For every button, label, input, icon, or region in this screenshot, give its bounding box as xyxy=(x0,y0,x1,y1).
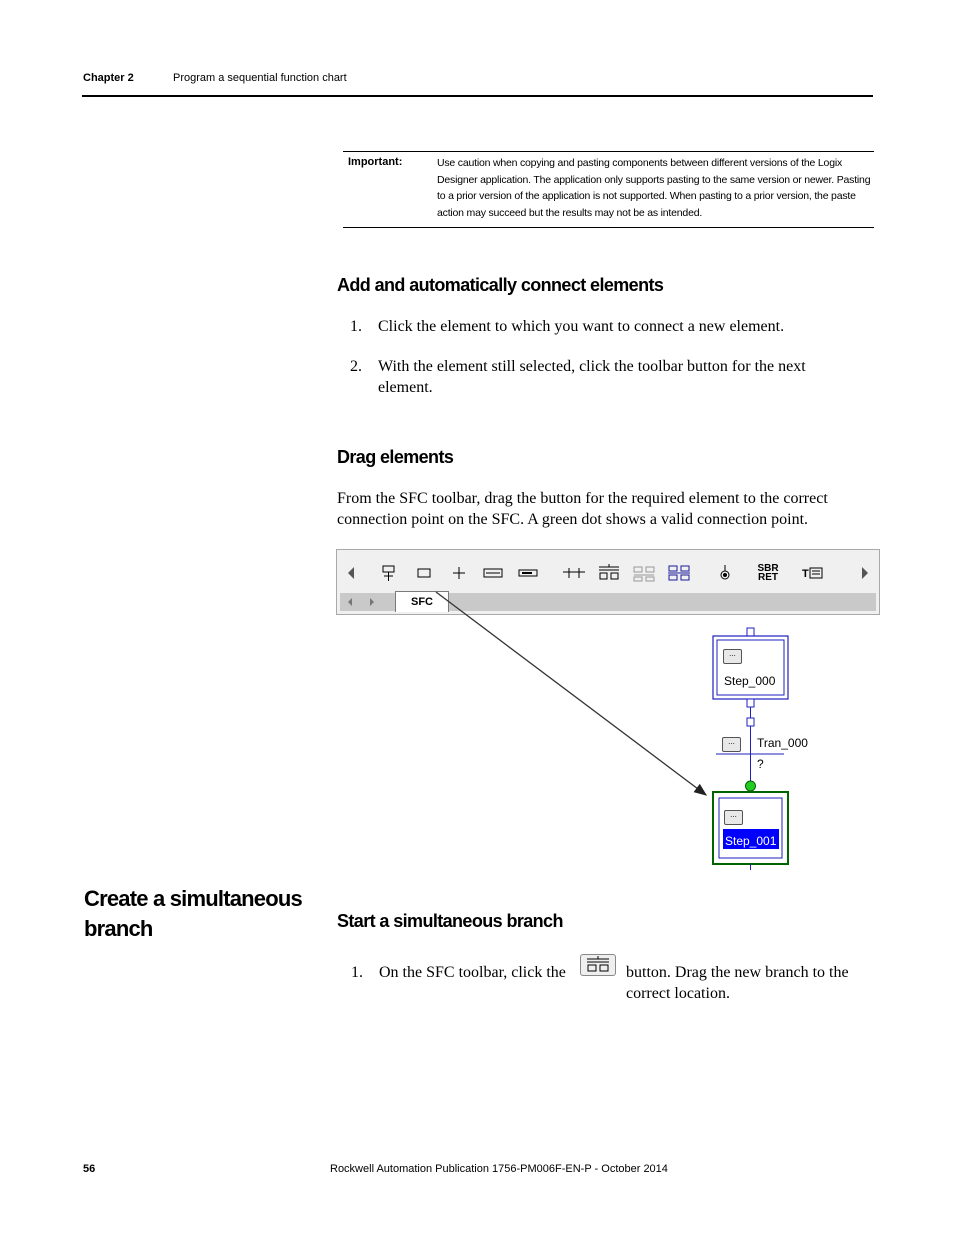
important-text: Use caution when copying and pasting components between different versions of the Logix Designer application. The application only supports pasting to the same version or newer. Pasting to a prior version of the application is not supported. When pasting to a prior version, the paste action may succeed but the results may not be as intended. xyxy=(437,157,871,219)
step-number: 2. xyxy=(350,358,362,375)
tran-000-ellipsis-button[interactable]: ... xyxy=(722,737,741,752)
important-label: Important: xyxy=(348,156,403,168)
step-text-pre: On the SFC toolbar, click the xyxy=(379,964,566,981)
stop-icon[interactable] xyxy=(717,563,733,583)
heading-drag-elements: Drag elements xyxy=(337,447,454,467)
simultaneous-branch-icon[interactable] xyxy=(597,563,621,583)
scroll-right-icon[interactable] xyxy=(859,563,871,583)
tran-000-condition: ? xyxy=(757,757,764,771)
step-text-post: button. Drag the new branch to the correct location. xyxy=(626,964,849,1002)
step-001-name: Step_001 xyxy=(725,834,777,848)
side-heading-simultaneous: Create a simultaneous branch xyxy=(84,886,302,941)
chapter-label: Chapter 2 xyxy=(83,72,134,84)
chapter-title: Program a sequential function chart xyxy=(173,72,347,84)
step-number: 1. xyxy=(351,964,363,981)
publication-info: Rockwell Automation Publication 1756-PM006F-EN-P - October 2014 xyxy=(330,1163,668,1175)
sbr-ret-icon[interactable] xyxy=(755,563,781,583)
step-001-ellipsis-button[interactable]: ... xyxy=(724,810,743,825)
return-icon[interactable] xyxy=(518,563,538,583)
drag-arrow xyxy=(436,592,706,795)
important-bottom-rule xyxy=(343,227,874,228)
tran-000-name: Tran_000 xyxy=(757,736,808,750)
page-number: 56 xyxy=(83,1163,96,1175)
connector-top xyxy=(747,628,754,636)
step-icon[interactable] xyxy=(416,563,432,583)
heading-start-simultaneous: Start a simultaneous branch xyxy=(337,911,563,931)
add-path-icon[interactable] xyxy=(667,563,691,583)
svg-text:T: T xyxy=(802,568,809,580)
selection-branch-icon[interactable] xyxy=(562,563,586,583)
step-001-outer[interactable] xyxy=(713,792,788,864)
sfc-diagram xyxy=(336,590,880,880)
step-text-post-a xyxy=(626,962,856,1004)
header-rule xyxy=(82,95,873,97)
step-text: Click the element to which you want to connect a new element. xyxy=(378,318,785,335)
branch-disabled-icon xyxy=(632,563,656,583)
tab-sfc[interactable]: SFC xyxy=(395,591,449,612)
simultaneous-branch-button[interactable] xyxy=(580,954,616,976)
drag-body: From the SFC toolbar, drag the button for the required element to the correct connection point on the SFC. A green dot shows a valid connection point. xyxy=(337,490,828,528)
scroll-left-icon[interactable] xyxy=(345,563,357,583)
valid-connection-dot xyxy=(746,781,756,791)
step-number: 1. xyxy=(350,318,362,335)
step-000-outer[interactable] xyxy=(713,636,788,699)
text-box-icon[interactable] xyxy=(800,563,824,583)
step-000-ellipsis-button[interactable]: ... xyxy=(723,649,742,664)
subroutine-icon[interactable] xyxy=(483,563,503,583)
heading-add-connect: Add and automatically connect elements xyxy=(337,275,664,295)
step-transition-icon[interactable] xyxy=(381,563,397,583)
sbr-label: SBR xyxy=(757,563,779,574)
transition-icon[interactable] xyxy=(451,563,467,583)
simultaneous-branch-icon xyxy=(581,955,615,975)
important-top-rule xyxy=(343,151,874,152)
step-000-name: Step_000 xyxy=(724,674,776,688)
step-text: With the element still selected, click the toolbar button for the next element. xyxy=(378,358,806,396)
ret-label: RET xyxy=(758,572,778,583)
